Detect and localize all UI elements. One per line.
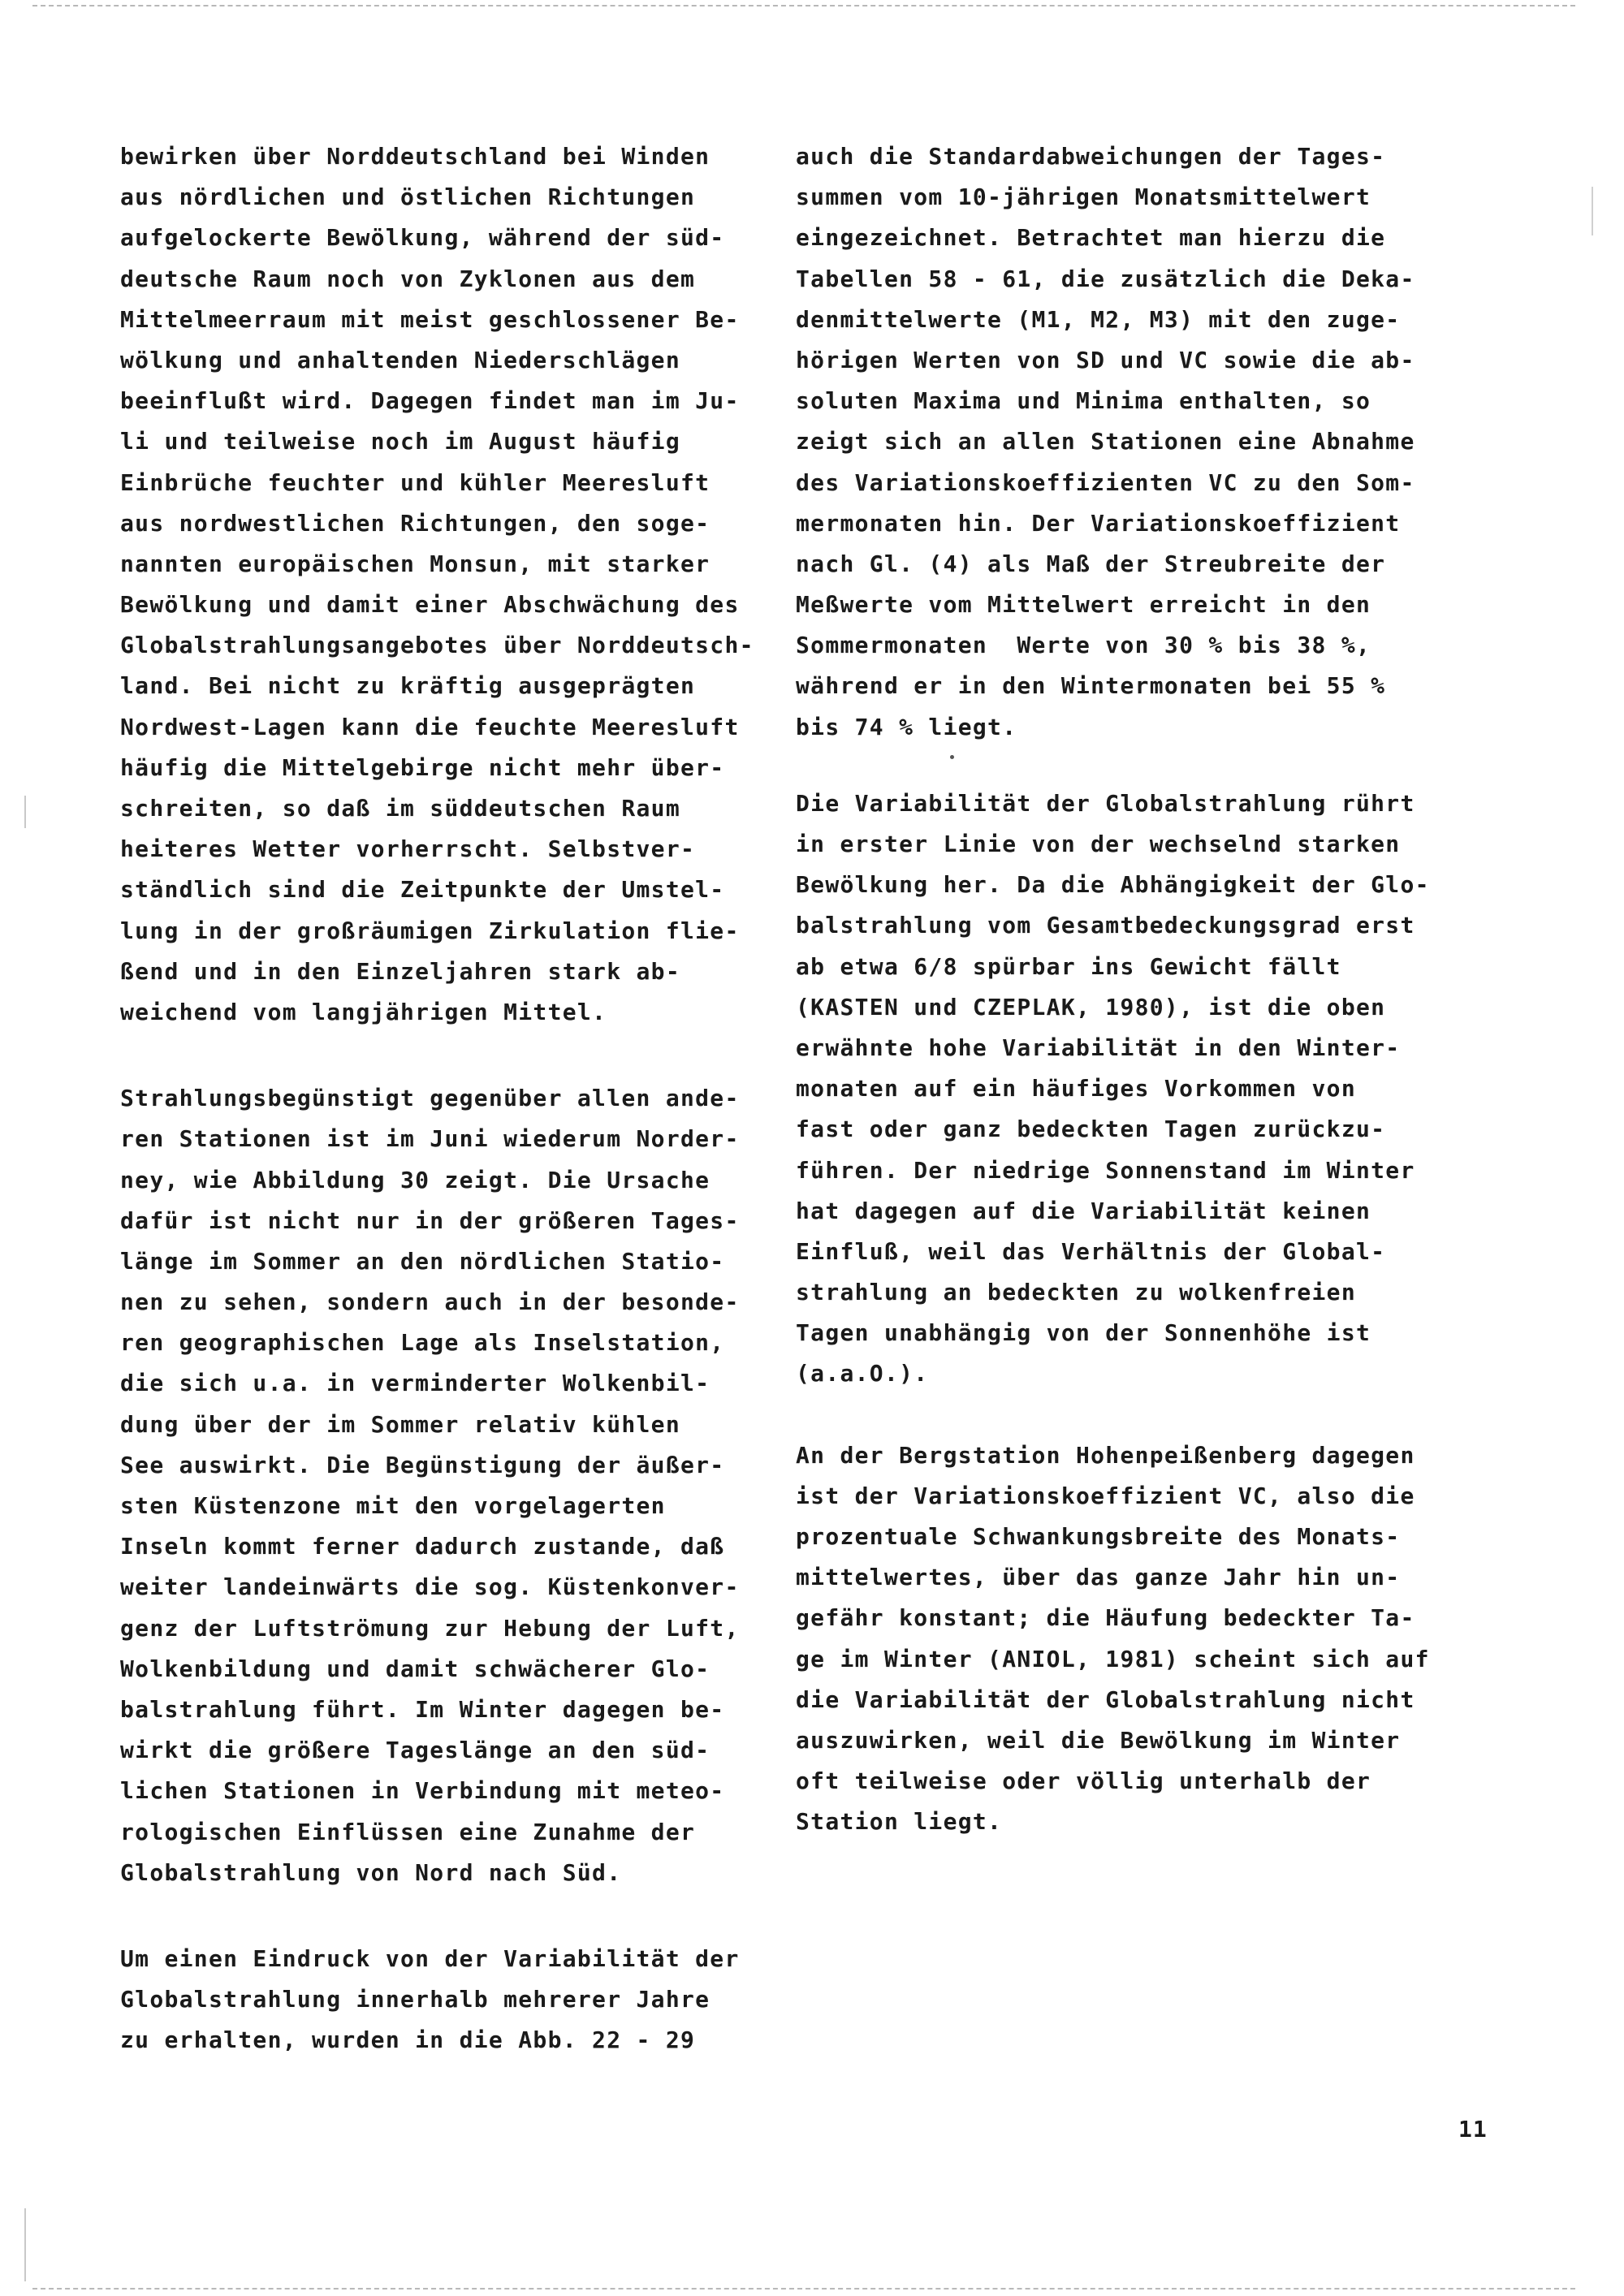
text-line: Meßwerte vom Mittelwert erreicht in den [796, 591, 1371, 619]
text-line: Inseln kommt ferner dadurch zustande, daß [120, 1533, 725, 1560]
text-line: (KASTEN und CZEPLAK, 1980), ist die oben [796, 993, 1386, 1021]
text-line: zu erhalten, wurden in die Abb. 22 - 29 [120, 2026, 696, 2054]
text-line: beeinflußt wird. Dagegen findet man im Ju- [120, 387, 740, 415]
scan-edge-left-mark-lower [24, 2208, 26, 2281]
left-paragraph-2 [120, 1078, 810, 1893]
text-line: bewirken über Norddeutschland bei Winden [120, 143, 710, 170]
right-paragraph-1 [796, 136, 1486, 748]
paragraph-gap [120, 1033, 810, 1078]
scan-edge-right-mark [1592, 187, 1593, 235]
text-line: land. Bei nicht zu kräftig ausgeprägten [120, 672, 696, 700]
text-line: ständlich sind die Zeitpunkte der Umstel- [120, 876, 725, 904]
text-line: ney, wie Abbildung 30 zeigt. Die Ursache [120, 1166, 710, 1193]
text-line: Bewölkung und damit einer Abschwächung des [120, 591, 740, 619]
text-line: mermonaten hin. Der Variationskoeffizient [796, 509, 1401, 537]
text-line: Bewölkung her. Da die Abhängigkeit der Glo- [796, 871, 1430, 899]
text-line: hat dagegen auf die Variabilität keinen [796, 1197, 1371, 1224]
text-line: in erster Linie von der wechselnd starken [796, 831, 1401, 857]
text-line: heiteres Wetter vorherrscht. Selbstver- [120, 835, 696, 863]
text-line: des Variationskoeffizienten VC zu den Som- [796, 468, 1415, 496]
text-line: soluten Maxima und Minima enthalten, so [796, 387, 1371, 415]
page-number: 11 [1458, 2116, 1488, 2143]
text-line: balstrahlung führt. Im Winter dagegen be- [120, 1695, 725, 1723]
text-line: schreiten, so daß im süddeutschen Raum [120, 795, 680, 822]
text-line: weichend vom langjährigen Mittel. [120, 998, 607, 1025]
text-line: während er in den Wintermonaten bei 55 % [796, 672, 1386, 700]
text-line: nen zu sehen, sondern auch in der besonde- [120, 1288, 740, 1316]
left-paragraph-1 [120, 136, 810, 1033]
text-line: auszuwirken, weil die Bewölkung im Winter [796, 1726, 1401, 1754]
text-line: Einfluß, weil das Verhältnis der Global- [796, 1237, 1386, 1265]
paragraph-gap [796, 748, 1486, 783]
text-line: ßend und in den Einzeljahren stark ab- [120, 957, 680, 985]
text-line: mittelwertes, über das ganze Jahr hin un- [796, 1564, 1401, 1591]
text-line: wirkt die größere Tageslänge an den süd- [120, 1737, 710, 1764]
text-line: summen vom 10-jährigen Monatsmittelwert [796, 183, 1371, 211]
text-line: Sommermonaten Werte von 30 % bis 38 %, [796, 632, 1371, 659]
text-line: ist der Variationskoeffizient VC, also die [796, 1482, 1415, 1509]
text-line: Tabellen 58 - 61, die zusätzlich die Deka- [796, 265, 1415, 292]
text-line: aus nordwestlichen Richtungen, den soge- [120, 509, 710, 537]
text-line: strahlung an bedeckten zu wolkenfreien [796, 1279, 1356, 1306]
text-line: Globalstrahlungsangebotes über Norddeutsch- [120, 632, 754, 659]
text-line: Mittelmeerraum mit meist geschlossener Be- [120, 305, 740, 333]
text-line: nannten europäischen Monsun, mit starker [120, 550, 710, 577]
left-text-column [120, 136, 810, 2061]
text-line: An der Bergstation Hohenpeißenberg dagegen [796, 1441, 1415, 1469]
text-line: rologischen Einflüssen eine Zunahme der [120, 1818, 696, 1845]
right-text-column [796, 136, 1486, 1843]
text-line: lichen Stationen in Verbindung mit meteo- [120, 1777, 725, 1805]
right-paragraph-2 [796, 783, 1486, 1395]
text-line: Strahlungsbegünstigt gegenüber allen ande- [120, 1085, 740, 1112]
text-line: ren Stationen ist im Juni wiederum Norder- [120, 1125, 740, 1153]
text-line: Globalstrahlung innerhalb mehrerer Jahre [120, 1986, 710, 2013]
text-line: dafür ist nicht nur in der größeren Tages- [120, 1206, 740, 1234]
text-line: weiter landeinwärts die sog. Küstenkonver- [120, 1573, 740, 1601]
text-line: (a.a.O.). [796, 1360, 929, 1388]
left-paragraph-3 [120, 1939, 810, 2061]
text-line: wölkung und anhaltenden Niederschlägen [120, 346, 680, 373]
paragraph-gap [796, 1395, 1486, 1435]
text-line: Um einen Eindruck von der Variabilität der [120, 1944, 740, 1972]
text-line: zeigt sich an allen Stationen eine Abnahme [796, 428, 1415, 455]
text-line: balstrahlung vom Gesamtbedeckungsgrad erst [796, 912, 1415, 939]
paragraph-gap [120, 1893, 810, 1939]
text-line: gefähr konstant; die Häufung bedeckter Ta- [796, 1604, 1415, 1632]
text-line: monaten auf ein häufiges Vorkommen von [796, 1075, 1356, 1103]
text-line: li und teilweise noch im August häufig [120, 428, 680, 455]
scan-edge-left-mark [24, 796, 26, 828]
text-line: ab etwa 6/8 spürbar ins Gewicht fällt [796, 952, 1341, 980]
text-line: häufig die Mittelgebirge nicht mehr über- [120, 753, 725, 781]
text-line: prozentuale Schwankungsbreite des Monats- [796, 1523, 1401, 1550]
scan-edge-top [32, 5, 1575, 6]
text-line: die sich u.a. in verminderter Wolkenbil- [120, 1370, 710, 1397]
text-line: sten Küstenzone mit den vorgelagerten [120, 1492, 666, 1519]
text-line: denmittelwerte (M1, M2, M3) mit den zuge- [796, 305, 1401, 333]
text-line: Tagen unabhängig von der Sonnenhöhe ist [796, 1319, 1371, 1347]
text-line: länge im Sommer an den nördlichen Statio- [120, 1247, 725, 1275]
right-paragraph-3 [796, 1435, 1486, 1843]
text-line: dung über der im Sommer relativ kühlen [120, 1410, 680, 1438]
text-line: führen. Der niedrige Sonnenstand im Winter [796, 1156, 1415, 1184]
text-line: ge im Winter (ANIOL, 1981) scheint sich auf [796, 1645, 1430, 1672]
text-line: genz der Luftströmung zur Hebung der Luft, [120, 1614, 740, 1642]
text-line: hörigen Werten von SD und VC sowie die ab- [796, 346, 1415, 373]
text-line: fast oder ganz bedeckten Tagen zurückzu- [796, 1116, 1386, 1143]
text-line: deutsche Raum noch von Zyklonen aus dem [120, 265, 696, 292]
scan-edge-bottom [32, 2288, 1575, 2290]
text-line: bis 74 % liegt. [796, 713, 1017, 740]
text-line: lung in der großräumigen Zirkulation flie- [120, 917, 740, 944]
text-line: Die Variabilität der Globalstrahlung rührt [796, 789, 1415, 817]
text-line: oft teilweise oder völlig unterhalb der [796, 1767, 1371, 1795]
text-line: eingezeichnet. Betrachtet man hierzu die [796, 224, 1386, 252]
text-line: Globalstrahlung von Nord nach Süd. [120, 1858, 622, 1886]
text-line: Station liegt. [796, 1808, 1003, 1836]
text-line: ren geographischen Lage als Inselstation, [120, 1329, 725, 1357]
text-line: Einbrüche feuchter und kühler Meeresluft [120, 468, 710, 496]
text-line: auch die Standardabweichungen der Tages- [796, 143, 1386, 170]
text-line: See auswirkt. Die Begünstigung der äußer- [120, 1451, 725, 1478]
text-line: erwähnte hohe Variabilität in den Winter- [796, 1034, 1401, 1061]
text-line: Wolkenbildung und damit schwächerer Glo- [120, 1655, 710, 1682]
text-line: aus nördlichen und östlichen Richtungen [120, 183, 696, 211]
text-line: die Variabilität der Globalstrahlung nicht [796, 1685, 1415, 1713]
text-line: aufgelockerte Bewölkung, während der süd- [120, 224, 725, 252]
text-line: Nordwest-Lagen kann die feuchte Meeresluft [120, 713, 740, 740]
text-line: nach Gl. (4) als Maß der Streubreite der [796, 550, 1386, 577]
